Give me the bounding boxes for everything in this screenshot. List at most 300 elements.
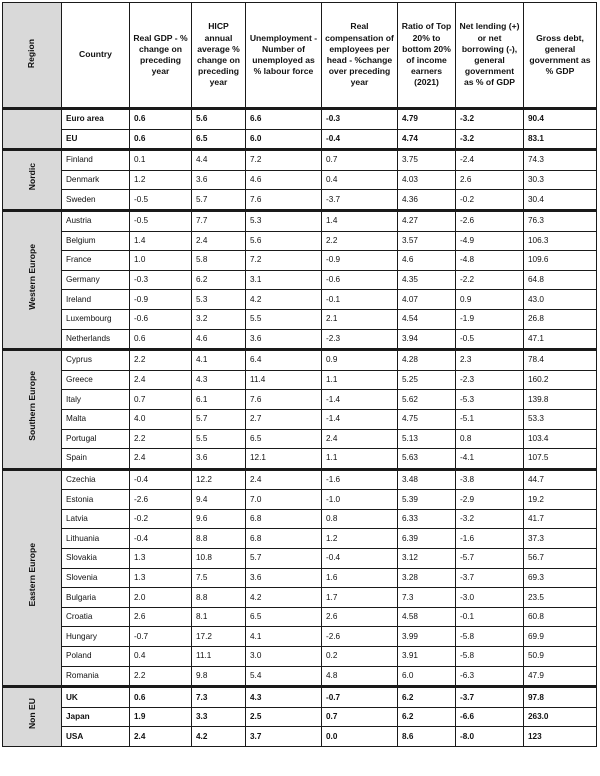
hicp-cell: 5.6 bbox=[192, 109, 246, 130]
compensation-cell: 0.7 bbox=[322, 707, 398, 727]
lending-cell: -4.8 bbox=[456, 251, 524, 271]
table-row bbox=[3, 509, 597, 529]
country-cell: EU bbox=[62, 129, 130, 150]
compensation-cell: 2.6 bbox=[322, 607, 398, 627]
debt-cell: 123 bbox=[524, 727, 597, 747]
ratio-cell: 5.62 bbox=[398, 390, 456, 410]
gdp-cell: 2.4 bbox=[130, 370, 192, 390]
gdp-cell: 0.6 bbox=[130, 129, 192, 150]
compensation-cell: -0.7 bbox=[322, 687, 398, 708]
hicp-cell: 5.7 bbox=[192, 190, 246, 211]
gdp-cell: 2.4 bbox=[130, 449, 192, 470]
lending-cell: -2.6 bbox=[456, 210, 524, 231]
compensation-cell: 4.8 bbox=[322, 666, 398, 687]
country-cell: Slovakia bbox=[62, 549, 130, 569]
hicp-cell: 12.2 bbox=[192, 469, 246, 490]
gdp-cell: 1.4 bbox=[130, 231, 192, 251]
hicp-cell: 6.5 bbox=[192, 129, 246, 150]
unemployment-cell: 6.6 bbox=[246, 109, 322, 130]
debt-cell: 50.9 bbox=[524, 647, 597, 667]
compensation-cell: 2.1 bbox=[322, 309, 398, 329]
debt-cell: 160.2 bbox=[524, 370, 597, 390]
ratio-cell: 5.39 bbox=[398, 490, 456, 510]
table-row bbox=[3, 309, 597, 329]
gdp-cell: 1.0 bbox=[130, 251, 192, 271]
lending-cell: -3.2 bbox=[456, 109, 524, 130]
table-row bbox=[3, 409, 597, 429]
country-cell: Croatia bbox=[62, 607, 130, 627]
hicp-cell: 4.6 bbox=[192, 329, 246, 350]
lending-cell: -2.3 bbox=[456, 370, 524, 390]
unemployment-cell: 5.5 bbox=[246, 309, 322, 329]
debt-cell: 41.7 bbox=[524, 509, 597, 529]
country-cell: Japan bbox=[62, 707, 130, 727]
gdp-cell: 1.9 bbox=[130, 707, 192, 727]
ratio-cell: 8.6 bbox=[398, 727, 456, 747]
ratio-cell: 3.75 bbox=[398, 150, 456, 171]
region-label: Southern Europe bbox=[27, 371, 37, 441]
gdp-cell: 0.7 bbox=[130, 390, 192, 410]
table-row bbox=[3, 150, 597, 171]
lending-cell: -1.6 bbox=[456, 529, 524, 549]
header-ratio: Ratio of Top 20% to bottom 20% of income earners (2021) bbox=[398, 3, 456, 109]
country-cell: Lithuania bbox=[62, 529, 130, 549]
ratio-cell: 4.28 bbox=[398, 350, 456, 371]
ratio-cell: 5.63 bbox=[398, 449, 456, 470]
hicp-cell: 6.2 bbox=[192, 270, 246, 290]
debt-cell: 107.5 bbox=[524, 449, 597, 470]
debt-cell: 97.8 bbox=[524, 687, 597, 708]
ratio-cell: 4.54 bbox=[398, 309, 456, 329]
lending-cell: 2.6 bbox=[456, 170, 524, 190]
unemployment-cell: 3.6 bbox=[246, 329, 322, 350]
table-row bbox=[3, 588, 597, 608]
region-cell bbox=[3, 469, 62, 687]
hicp-cell: 4.4 bbox=[192, 150, 246, 171]
gdp-cell: 2.4 bbox=[130, 727, 192, 747]
table-row bbox=[3, 170, 597, 190]
table-row bbox=[3, 568, 597, 588]
gdp-cell: 2.0 bbox=[130, 588, 192, 608]
hicp-cell: 6.1 bbox=[192, 390, 246, 410]
table-row bbox=[3, 607, 597, 627]
compensation-cell: -0.4 bbox=[322, 549, 398, 569]
hicp-cell: 7.3 bbox=[192, 687, 246, 708]
unemployment-cell: 5.3 bbox=[246, 210, 322, 231]
country-cell: Germany bbox=[62, 270, 130, 290]
compensation-cell: 0.9 bbox=[322, 350, 398, 371]
hicp-cell: 8.8 bbox=[192, 588, 246, 608]
region-label: Non EU bbox=[27, 698, 37, 730]
debt-cell: 56.7 bbox=[524, 549, 597, 569]
hicp-cell: 9.6 bbox=[192, 509, 246, 529]
debt-cell: 47.1 bbox=[524, 329, 597, 350]
ratio-cell: 3.57 bbox=[398, 231, 456, 251]
debt-cell: 37.3 bbox=[524, 529, 597, 549]
unemployment-cell: 5.4 bbox=[246, 666, 322, 687]
lending-cell: -1.9 bbox=[456, 309, 524, 329]
unemployment-cell: 3.0 bbox=[246, 647, 322, 667]
gdp-cell: 2.2 bbox=[130, 429, 192, 449]
country-cell: Netherlands bbox=[62, 329, 130, 350]
table-row bbox=[3, 687, 597, 708]
gdp-cell: -0.3 bbox=[130, 270, 192, 290]
hicp-cell: 7.5 bbox=[192, 568, 246, 588]
region-label: Western Europe bbox=[27, 243, 37, 310]
lending-cell: -3.8 bbox=[456, 469, 524, 490]
table-row bbox=[3, 350, 597, 371]
hicp-cell: 5.5 bbox=[192, 429, 246, 449]
lending-cell: -3.0 bbox=[456, 588, 524, 608]
compensation-cell: 0.2 bbox=[322, 647, 398, 667]
unemployment-cell: 2.4 bbox=[246, 469, 322, 490]
debt-cell: 43.0 bbox=[524, 290, 597, 310]
compensation-cell: 0.8 bbox=[322, 509, 398, 529]
country-cell: Bulgaria bbox=[62, 588, 130, 608]
compensation-cell: 2.2 bbox=[322, 231, 398, 251]
region-label: Eastern Europe bbox=[27, 542, 37, 607]
hicp-cell: 9.8 bbox=[192, 666, 246, 687]
compensation-cell: -1.4 bbox=[322, 390, 398, 410]
economic-indicators-table bbox=[2, 2, 597, 747]
table-row bbox=[3, 490, 597, 510]
country-cell: Belgium bbox=[62, 231, 130, 251]
hicp-cell: 4.1 bbox=[192, 350, 246, 371]
table-row bbox=[3, 529, 597, 549]
table-row bbox=[3, 449, 597, 470]
header-compensation: Real compensation of employees per head - %change over preceding year bbox=[322, 3, 398, 109]
country-cell: Poland bbox=[62, 647, 130, 667]
unemployment-cell: 3.1 bbox=[246, 270, 322, 290]
debt-cell: 26.8 bbox=[524, 309, 597, 329]
gdp-cell: 0.6 bbox=[130, 329, 192, 350]
ratio-cell: 5.25 bbox=[398, 370, 456, 390]
unemployment-cell: 3.7 bbox=[246, 727, 322, 747]
unemployment-cell: 3.6 bbox=[246, 568, 322, 588]
gdp-cell: -0.9 bbox=[130, 290, 192, 310]
table-row bbox=[3, 370, 597, 390]
unemployment-cell: 7.0 bbox=[246, 490, 322, 510]
debt-cell: 103.4 bbox=[524, 429, 597, 449]
debt-cell: 30.3 bbox=[524, 170, 597, 190]
compensation-cell: 1.1 bbox=[322, 449, 398, 470]
country-cell: Finland bbox=[62, 150, 130, 171]
country-cell: Latvia bbox=[62, 509, 130, 529]
table-row bbox=[3, 129, 597, 150]
lending-cell: -0.2 bbox=[456, 190, 524, 211]
country-cell: Euro area bbox=[62, 109, 130, 130]
lending-cell: 2.3 bbox=[456, 350, 524, 371]
table-row bbox=[3, 469, 597, 490]
lending-cell: -3.2 bbox=[456, 509, 524, 529]
lending-cell: -5.1 bbox=[456, 409, 524, 429]
gdp-cell: -0.6 bbox=[130, 309, 192, 329]
gdp-cell: -0.4 bbox=[130, 469, 192, 490]
table-row bbox=[3, 251, 597, 271]
compensation-cell: -0.3 bbox=[322, 109, 398, 130]
lending-cell: -4.1 bbox=[456, 449, 524, 470]
ratio-cell: 4.27 bbox=[398, 210, 456, 231]
debt-cell: 263.0 bbox=[524, 707, 597, 727]
debt-cell: 139.8 bbox=[524, 390, 597, 410]
ratio-cell: 6.33 bbox=[398, 509, 456, 529]
hicp-cell: 3.6 bbox=[192, 170, 246, 190]
compensation-cell: -0.4 bbox=[322, 129, 398, 150]
country-cell: France bbox=[62, 251, 130, 271]
table-body bbox=[3, 109, 597, 747]
region-cell bbox=[3, 350, 62, 470]
lending-cell: -6.6 bbox=[456, 707, 524, 727]
hicp-cell: 5.7 bbox=[192, 409, 246, 429]
table-row bbox=[3, 727, 597, 747]
debt-cell: 60.8 bbox=[524, 607, 597, 627]
gdp-cell: -2.6 bbox=[130, 490, 192, 510]
ratio-cell: 6.2 bbox=[398, 687, 456, 708]
unemployment-cell: 11.4 bbox=[246, 370, 322, 390]
ratio-cell: 3.48 bbox=[398, 469, 456, 490]
country-cell: Estonia bbox=[62, 490, 130, 510]
unemployment-cell: 2.7 bbox=[246, 409, 322, 429]
table-row bbox=[3, 707, 597, 727]
lending-cell: -5.8 bbox=[456, 647, 524, 667]
region-cell bbox=[3, 687, 62, 747]
country-cell: Cyprus bbox=[62, 350, 130, 371]
compensation-cell: 1.7 bbox=[322, 588, 398, 608]
header-debt: Gross debt, general government as % GDP bbox=[524, 3, 597, 109]
compensation-cell: 0.0 bbox=[322, 727, 398, 747]
compensation-cell: -1.0 bbox=[322, 490, 398, 510]
region-cell bbox=[3, 210, 62, 349]
table-row bbox=[3, 429, 597, 449]
gdp-cell: 0.4 bbox=[130, 647, 192, 667]
hicp-cell: 8.8 bbox=[192, 529, 246, 549]
unemployment-cell: 4.6 bbox=[246, 170, 322, 190]
gdp-cell: 4.0 bbox=[130, 409, 192, 429]
ratio-cell: 4.35 bbox=[398, 270, 456, 290]
lending-cell: -4.9 bbox=[456, 231, 524, 251]
compensation-cell: -3.7 bbox=[322, 190, 398, 211]
unemployment-cell: 7.2 bbox=[246, 251, 322, 271]
unemployment-cell: 6.8 bbox=[246, 509, 322, 529]
unemployment-cell: 12.1 bbox=[246, 449, 322, 470]
lending-cell: -0.1 bbox=[456, 607, 524, 627]
header-lending: Net lending (+) or net borrowing (-), general government as % of GDP bbox=[456, 3, 524, 109]
debt-cell: 83.1 bbox=[524, 129, 597, 150]
header-row bbox=[3, 3, 597, 109]
unemployment-cell: 2.5 bbox=[246, 707, 322, 727]
gdp-cell: 1.3 bbox=[130, 549, 192, 569]
hicp-cell: 7.7 bbox=[192, 210, 246, 231]
country-cell: Ireland bbox=[62, 290, 130, 310]
lending-cell: -3.7 bbox=[456, 568, 524, 588]
compensation-cell: 2.4 bbox=[322, 429, 398, 449]
lending-cell: -3.2 bbox=[456, 129, 524, 150]
table-row bbox=[3, 190, 597, 211]
header-gdp: Real GDP - % change on preceding year bbox=[130, 3, 192, 109]
debt-cell: 53.3 bbox=[524, 409, 597, 429]
lending-cell: -3.7 bbox=[456, 687, 524, 708]
table-row bbox=[3, 647, 597, 667]
lending-cell: -5.3 bbox=[456, 390, 524, 410]
gdp-cell: -0.2 bbox=[130, 509, 192, 529]
ratio-cell: 3.94 bbox=[398, 329, 456, 350]
country-cell: Malta bbox=[62, 409, 130, 429]
unemployment-cell: 5.6 bbox=[246, 231, 322, 251]
region-label: Nordic bbox=[27, 162, 37, 191]
compensation-cell: -0.9 bbox=[322, 251, 398, 271]
gdp-cell: 0.6 bbox=[130, 109, 192, 130]
table-row bbox=[3, 270, 597, 290]
compensation-cell: 1.6 bbox=[322, 568, 398, 588]
ratio-cell: 4.6 bbox=[398, 251, 456, 271]
gdp-cell: 1.2 bbox=[130, 170, 192, 190]
unemployment-cell: 7.6 bbox=[246, 190, 322, 211]
gdp-cell: -0.7 bbox=[130, 627, 192, 647]
region-cell bbox=[3, 109, 62, 150]
compensation-cell: -1.6 bbox=[322, 469, 398, 490]
lending-cell: -2.4 bbox=[456, 150, 524, 171]
lending-cell: 0.9 bbox=[456, 290, 524, 310]
hicp-cell: 9.4 bbox=[192, 490, 246, 510]
country-cell: Italy bbox=[62, 390, 130, 410]
gdp-cell: 2.2 bbox=[130, 350, 192, 371]
hicp-cell: 8.1 bbox=[192, 607, 246, 627]
country-cell: Spain bbox=[62, 449, 130, 470]
gdp-cell: 2.2 bbox=[130, 666, 192, 687]
hicp-cell: 5.8 bbox=[192, 251, 246, 271]
debt-cell: 47.9 bbox=[524, 666, 597, 687]
debt-cell: 64.8 bbox=[524, 270, 597, 290]
unemployment-cell: 4.3 bbox=[246, 687, 322, 708]
gdp-cell: -0.5 bbox=[130, 210, 192, 231]
region-cell bbox=[3, 150, 62, 211]
table-row bbox=[3, 329, 597, 350]
ratio-cell: 7.3 bbox=[398, 588, 456, 608]
compensation-cell: -1.4 bbox=[322, 409, 398, 429]
table-row bbox=[3, 627, 597, 647]
compensation-cell: 0.4 bbox=[322, 170, 398, 190]
hicp-cell: 3.3 bbox=[192, 707, 246, 727]
unemployment-cell: 5.7 bbox=[246, 549, 322, 569]
lending-cell: 0.8 bbox=[456, 429, 524, 449]
header-unemployment: Unemployment - Number of unemployed as % labour force bbox=[246, 3, 322, 109]
unemployment-cell: 6.4 bbox=[246, 350, 322, 371]
hicp-cell: 4.2 bbox=[192, 727, 246, 747]
unemployment-cell: 6.8 bbox=[246, 529, 322, 549]
lending-cell: -0.5 bbox=[456, 329, 524, 350]
unemployment-cell: 6.0 bbox=[246, 129, 322, 150]
ratio-cell: 5.13 bbox=[398, 429, 456, 449]
ratio-cell: 4.58 bbox=[398, 607, 456, 627]
ratio-cell: 4.36 bbox=[398, 190, 456, 211]
unemployment-cell: 4.2 bbox=[246, 290, 322, 310]
debt-cell: 78.4 bbox=[524, 350, 597, 371]
lending-cell: -2.2 bbox=[456, 270, 524, 290]
debt-cell: 44.7 bbox=[524, 469, 597, 490]
debt-cell: 76.3 bbox=[524, 210, 597, 231]
country-cell: Greece bbox=[62, 370, 130, 390]
ratio-cell: 4.75 bbox=[398, 409, 456, 429]
hicp-cell: 2.4 bbox=[192, 231, 246, 251]
country-cell: Slovenia bbox=[62, 568, 130, 588]
gdp-cell: -0.5 bbox=[130, 190, 192, 211]
compensation-cell: -2.3 bbox=[322, 329, 398, 350]
compensation-cell: 1.2 bbox=[322, 529, 398, 549]
table-row bbox=[3, 549, 597, 569]
debt-cell: 30.4 bbox=[524, 190, 597, 211]
ratio-cell: 4.07 bbox=[398, 290, 456, 310]
ratio-cell: 3.91 bbox=[398, 647, 456, 667]
compensation-cell: -0.1 bbox=[322, 290, 398, 310]
hicp-cell: 4.3 bbox=[192, 370, 246, 390]
debt-cell: 106.3 bbox=[524, 231, 597, 251]
unemployment-cell: 6.5 bbox=[246, 429, 322, 449]
country-cell: Czechia bbox=[62, 469, 130, 490]
debt-cell: 90.4 bbox=[524, 109, 597, 130]
compensation-cell: 1.4 bbox=[322, 210, 398, 231]
header-hicp: HICP annual average % change on preceding year bbox=[192, 3, 246, 109]
unemployment-cell: 6.5 bbox=[246, 607, 322, 627]
compensation-cell: 1.1 bbox=[322, 370, 398, 390]
table-row bbox=[3, 210, 597, 231]
lending-cell: -5.7 bbox=[456, 549, 524, 569]
hicp-cell: 11.1 bbox=[192, 647, 246, 667]
lending-cell: -2.9 bbox=[456, 490, 524, 510]
gdp-cell: 2.6 bbox=[130, 607, 192, 627]
hicp-cell: 10.8 bbox=[192, 549, 246, 569]
debt-cell: 109.6 bbox=[524, 251, 597, 271]
table-row bbox=[3, 290, 597, 310]
ratio-cell: 3.12 bbox=[398, 549, 456, 569]
gdp-cell: 0.6 bbox=[130, 687, 192, 708]
hicp-cell: 3.6 bbox=[192, 449, 246, 470]
hicp-cell: 5.3 bbox=[192, 290, 246, 310]
table-row bbox=[3, 109, 597, 130]
gdp-cell: 0.1 bbox=[130, 150, 192, 171]
country-cell: Sweden bbox=[62, 190, 130, 211]
ratio-cell: 4.03 bbox=[398, 170, 456, 190]
gdp-cell: 1.3 bbox=[130, 568, 192, 588]
table-container bbox=[2, 2, 596, 747]
header-country: Country bbox=[62, 3, 130, 109]
ratio-cell: 6.0 bbox=[398, 666, 456, 687]
unemployment-cell: 4.1 bbox=[246, 627, 322, 647]
ratio-cell: 6.2 bbox=[398, 707, 456, 727]
table-row bbox=[3, 231, 597, 251]
ratio-cell: 4.79 bbox=[398, 109, 456, 130]
unemployment-cell: 7.2 bbox=[246, 150, 322, 171]
lending-cell: -6.3 bbox=[456, 666, 524, 687]
debt-cell: 69.3 bbox=[524, 568, 597, 588]
debt-cell: 69.9 bbox=[524, 627, 597, 647]
ratio-cell: 4.74 bbox=[398, 129, 456, 150]
ratio-cell: 6.39 bbox=[398, 529, 456, 549]
country-cell: Luxembourg bbox=[62, 309, 130, 329]
compensation-cell: -2.6 bbox=[322, 627, 398, 647]
country-cell: Romania bbox=[62, 666, 130, 687]
header-region: Region bbox=[3, 3, 62, 109]
table-row bbox=[3, 666, 597, 687]
gdp-cell: -0.4 bbox=[130, 529, 192, 549]
country-cell: Portugal bbox=[62, 429, 130, 449]
country-cell: UK bbox=[62, 687, 130, 708]
unemployment-cell: 7.6 bbox=[246, 390, 322, 410]
compensation-cell: -0.6 bbox=[322, 270, 398, 290]
country-cell: USA bbox=[62, 727, 130, 747]
country-cell: Hungary bbox=[62, 627, 130, 647]
compensation-cell: 0.7 bbox=[322, 150, 398, 171]
unemployment-cell: 4.2 bbox=[246, 588, 322, 608]
